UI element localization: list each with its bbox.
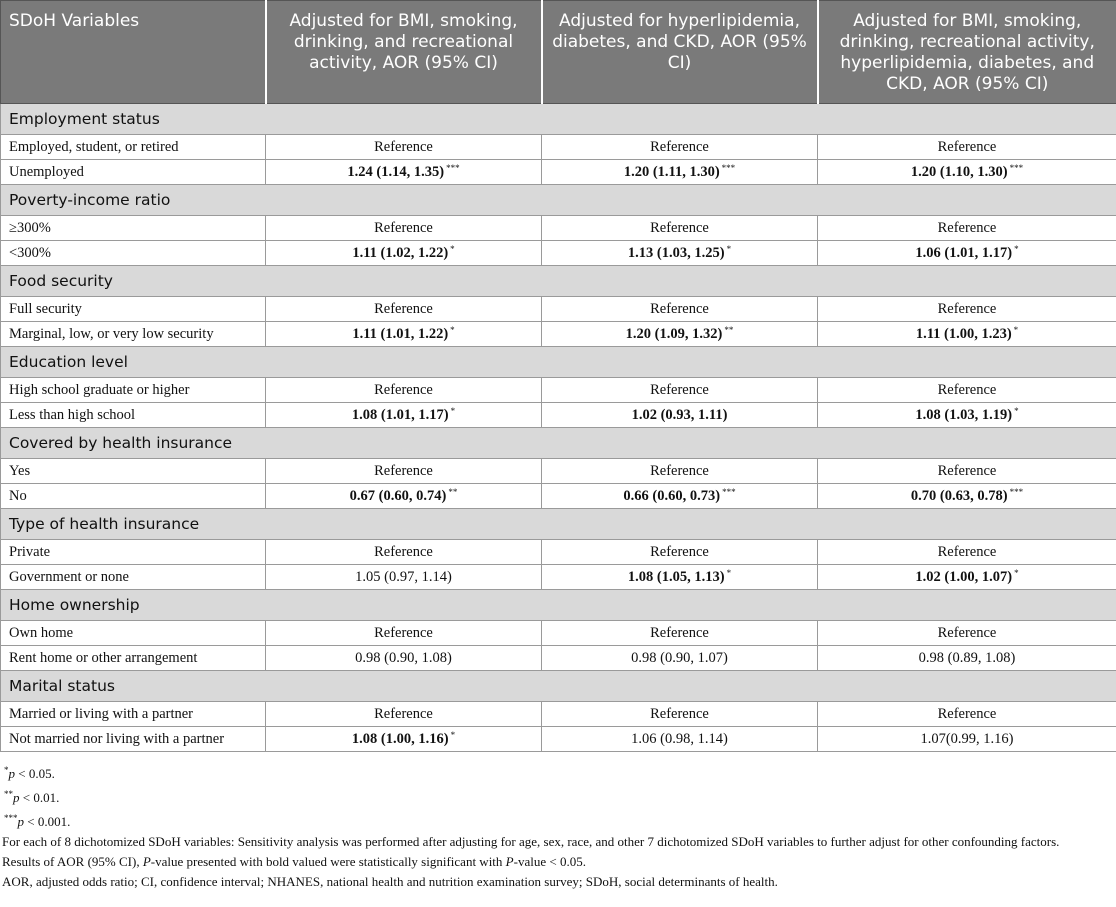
significance-marker: *** bbox=[446, 163, 460, 173]
table-row bbox=[1, 241, 1116, 266]
aor-value: Reference bbox=[937, 462, 997, 479]
aor-cell bbox=[818, 646, 1116, 671]
table-row bbox=[1, 297, 1116, 322]
aor-value: Reference bbox=[650, 624, 709, 641]
aor-value: Reference bbox=[937, 705, 997, 722]
aor-cell bbox=[542, 459, 818, 484]
aor-cell bbox=[818, 621, 1116, 646]
aor-cell bbox=[542, 403, 818, 428]
row-label: Rent home or other arrangement bbox=[1, 646, 266, 671]
aor-cell bbox=[542, 484, 818, 509]
aor-value: Reference bbox=[937, 624, 997, 641]
table-row bbox=[1, 540, 1116, 565]
aor-cell bbox=[818, 702, 1116, 727]
aor-cell bbox=[266, 702, 542, 727]
aor-value: Reference bbox=[374, 705, 433, 722]
table-row bbox=[1, 621, 1116, 646]
aor-value: 1.20 (1.11, 1.30) bbox=[623, 164, 720, 180]
section-title: Marital status bbox=[1, 671, 1116, 702]
row-label: Employed, student, or retired bbox=[1, 135, 266, 160]
table-row bbox=[1, 378, 1116, 403]
footnote-bold-note: Results of AOR (95% CI), P-value presented with bold valued were statistically significant with P-value < 0.05. bbox=[2, 854, 586, 869]
section-title: Food security bbox=[1, 266, 1116, 297]
section-header-row bbox=[1, 590, 1116, 621]
aor-value: Reference bbox=[374, 300, 433, 317]
section-title: Education level bbox=[1, 347, 1116, 378]
section-header-row bbox=[1, 671, 1116, 702]
footnote-abbreviations: AOR, adjusted odds ratio; CI, confidence interval; NHANES, national health and nutrition examination survey; SDoH, social determinants of health. bbox=[2, 874, 778, 889]
aor-cell bbox=[818, 727, 1116, 752]
aor-cell bbox=[266, 216, 542, 241]
aor-cell bbox=[266, 484, 542, 509]
table-row bbox=[1, 216, 1116, 241]
aor-value: 1.24 (1.14, 1.35) bbox=[347, 164, 445, 180]
aor-cell bbox=[266, 565, 542, 590]
row-label: Marginal, low, or very low security bbox=[1, 322, 266, 347]
aor-value: Reference bbox=[650, 381, 709, 398]
aor-cell bbox=[266, 727, 542, 752]
aor-value: Reference bbox=[650, 462, 709, 479]
section-header-row bbox=[1, 509, 1116, 540]
section-title: Employment status bbox=[1, 104, 1116, 135]
aor-cell bbox=[818, 378, 1116, 403]
aor-value: Reference bbox=[650, 300, 709, 317]
aor-cell bbox=[266, 621, 542, 646]
aor-cell bbox=[266, 540, 542, 565]
table-row bbox=[1, 565, 1116, 590]
aor-cell bbox=[818, 459, 1116, 484]
aor-value: Reference bbox=[937, 219, 997, 236]
row-label: Unemployed bbox=[1, 160, 266, 185]
row-label: Government or none bbox=[1, 565, 266, 590]
aor-cell bbox=[542, 135, 818, 160]
aor-value: 1.08 (1.03, 1.19) bbox=[915, 407, 1013, 423]
aor-cell bbox=[818, 322, 1116, 347]
section-title: Poverty-income ratio bbox=[1, 185, 1116, 216]
header-model-comorbidity: Adjusted for hyperlipidemia, diabetes, and CKD, AOR (95% CI) bbox=[542, 1, 818, 104]
significance-marker: * bbox=[1014, 568, 1019, 578]
row-label: Married or living with a partner bbox=[1, 702, 266, 727]
header-model-full: Adjusted for BMI, smoking, drinking, recreational activity, hyperlipidemia, diabetes, and CKD, AOR (95% CI) bbox=[818, 1, 1116, 104]
aor-value: 1.02 (1.00, 1.07) bbox=[915, 569, 1013, 585]
significance-marker: * bbox=[450, 730, 456, 740]
row-label: Yes bbox=[1, 459, 266, 484]
aor-value: 0.98 (0.90, 1.07) bbox=[631, 649, 728, 666]
row-label: Not married nor living with a partner bbox=[1, 727, 266, 752]
significance-marker: * bbox=[450, 325, 455, 335]
aor-value: 1.07(0.99, 1.16) bbox=[920, 730, 1014, 747]
aor-value: 1.08 (1.01, 1.17) bbox=[351, 407, 449, 423]
row-label: Private bbox=[1, 540, 266, 565]
aor-value: 1.05 (0.97, 1.14) bbox=[355, 568, 452, 585]
aor-value: Reference bbox=[937, 138, 997, 155]
row-label: ≥300% bbox=[1, 216, 266, 241]
table-row bbox=[1, 484, 1116, 509]
aor-value: 1.08 (1.05, 1.13) bbox=[627, 569, 725, 585]
table-body bbox=[1, 104, 1116, 752]
aor-cell bbox=[542, 540, 818, 565]
aor-value: 1.11 (1.00, 1.23) bbox=[915, 326, 1012, 342]
aor-value: 0.98 (0.89, 1.08) bbox=[918, 649, 1016, 666]
aor-value: Reference bbox=[650, 219, 709, 236]
table-row bbox=[1, 646, 1116, 671]
aor-value: 1.13 (1.03, 1.25) bbox=[627, 245, 725, 261]
significance-marker: ** bbox=[448, 487, 458, 497]
table-row bbox=[1, 702, 1116, 727]
footnotes bbox=[0, 752, 1116, 892]
significance-marker: * bbox=[1013, 325, 1019, 335]
aor-value: Reference bbox=[937, 381, 997, 398]
aor-cell bbox=[542, 378, 818, 403]
aor-cell bbox=[266, 160, 542, 185]
aor-cell bbox=[818, 160, 1116, 185]
aor-value: Reference bbox=[650, 543, 709, 560]
aor-value: Reference bbox=[937, 300, 997, 317]
aor-value: Reference bbox=[374, 138, 433, 155]
table-row bbox=[1, 135, 1116, 160]
significance-marker: ** bbox=[724, 325, 734, 335]
aor-value: 1.11 (1.01, 1.22) bbox=[352, 326, 449, 342]
row-label: <300% bbox=[1, 241, 266, 266]
aor-value: 0.70 (0.63, 0.78) bbox=[910, 488, 1008, 504]
section-title: Type of health insurance bbox=[1, 509, 1116, 540]
aor-value: 1.11 (1.02, 1.22) bbox=[352, 245, 449, 261]
table-row bbox=[1, 160, 1116, 185]
significance-marker: * bbox=[1014, 406, 1019, 416]
row-label: Less than high school bbox=[1, 403, 266, 428]
row-label: Full security bbox=[1, 297, 266, 322]
table-header-row bbox=[1, 1, 1116, 104]
aor-cell bbox=[818, 135, 1116, 160]
significance-marker: * bbox=[450, 244, 455, 254]
significance-marker: *** bbox=[1009, 163, 1024, 173]
aor-value: Reference bbox=[374, 543, 433, 560]
aor-value: 0.98 (0.90, 1.08) bbox=[355, 649, 452, 666]
section-header-row bbox=[1, 347, 1116, 378]
aor-cell bbox=[542, 160, 818, 185]
footnote-p05: *p < 0.05. bbox=[4, 765, 55, 781]
aor-value: 0.67 (0.60, 0.74) bbox=[349, 488, 447, 504]
section-title: Home ownership bbox=[1, 590, 1116, 621]
aor-cell bbox=[266, 322, 542, 347]
aor-cell bbox=[542, 322, 818, 347]
significance-marker: * bbox=[450, 406, 456, 416]
significance-marker: * bbox=[726, 244, 732, 254]
aor-cell bbox=[818, 241, 1116, 266]
aor-value: Reference bbox=[374, 219, 433, 236]
aor-cell bbox=[266, 135, 542, 160]
aor-cell bbox=[266, 378, 542, 403]
header-sdoh-variables: SDoH Variables bbox=[1, 1, 266, 104]
row-label: No bbox=[1, 484, 266, 509]
aor-cell bbox=[818, 297, 1116, 322]
row-label: High school graduate or higher bbox=[1, 378, 266, 403]
section-title: Covered by health insurance bbox=[1, 428, 1116, 459]
table-row bbox=[1, 403, 1116, 428]
aor-cell bbox=[266, 241, 542, 266]
aor-value: 0.66 (0.60, 0.73) bbox=[623, 488, 721, 504]
aor-value: 1.06 (1.01, 1.17) bbox=[915, 245, 1013, 261]
aor-value: 1.02 (0.93, 1.11) bbox=[631, 406, 728, 423]
aor-cell bbox=[542, 565, 818, 590]
aor-value: Reference bbox=[650, 705, 709, 722]
row-label: Own home bbox=[1, 621, 266, 646]
table-row bbox=[1, 459, 1116, 484]
aor-cell bbox=[266, 646, 542, 671]
aor-cell bbox=[542, 241, 818, 266]
aor-cell bbox=[266, 403, 542, 428]
footnote-p001: ***p < 0.001. bbox=[4, 813, 71, 829]
aor-value: 1.08 (1.00, 1.16) bbox=[351, 731, 449, 747]
table-row bbox=[1, 322, 1116, 347]
footnote-method: For each of 8 dichotomized SDoH variables: Sensitivity analysis was performed after adjusting for age, sex, race, and other 7 dichotomized SDoH variables to further adjust for other confounding factors. bbox=[2, 834, 1060, 849]
aor-cell bbox=[818, 540, 1116, 565]
aor-cell bbox=[818, 565, 1116, 590]
aor-value: 1.20 (1.10, 1.30) bbox=[910, 164, 1008, 180]
aor-value: 1.20 (1.09, 1.32) bbox=[625, 326, 723, 342]
header-model-lifestyle: Adjusted for BMI, smoking, drinking, and recreational activity, AOR (95% CI) bbox=[266, 1, 542, 104]
section-header-row bbox=[1, 428, 1116, 459]
aor-cell bbox=[542, 702, 818, 727]
aor-value: Reference bbox=[937, 543, 997, 560]
aor-value: Reference bbox=[374, 462, 433, 479]
section-header-row bbox=[1, 104, 1116, 135]
significance-marker: * bbox=[726, 568, 732, 578]
aor-cell bbox=[542, 621, 818, 646]
significance-marker: * bbox=[1014, 244, 1019, 254]
aor-cell bbox=[542, 727, 818, 752]
significance-marker: *** bbox=[722, 487, 736, 497]
aor-cell bbox=[542, 297, 818, 322]
significance-marker: *** bbox=[721, 163, 736, 173]
aor-cell bbox=[818, 484, 1116, 509]
aor-cell bbox=[266, 297, 542, 322]
aor-value: Reference bbox=[374, 624, 433, 641]
aor-cell bbox=[542, 216, 818, 241]
table-row bbox=[1, 727, 1116, 752]
aor-value: Reference bbox=[374, 381, 433, 398]
aor-cell bbox=[818, 216, 1116, 241]
aor-cell bbox=[818, 403, 1116, 428]
aor-cell bbox=[542, 646, 818, 671]
aor-cell bbox=[266, 459, 542, 484]
aor-value: 1.06 (0.98, 1.14) bbox=[631, 730, 728, 747]
section-header-row bbox=[1, 185, 1116, 216]
significance-marker: *** bbox=[1009, 487, 1024, 497]
aor-value: Reference bbox=[650, 138, 709, 155]
section-header-row bbox=[1, 266, 1116, 297]
footnote-p01: **p < 0.01. bbox=[4, 789, 60, 805]
